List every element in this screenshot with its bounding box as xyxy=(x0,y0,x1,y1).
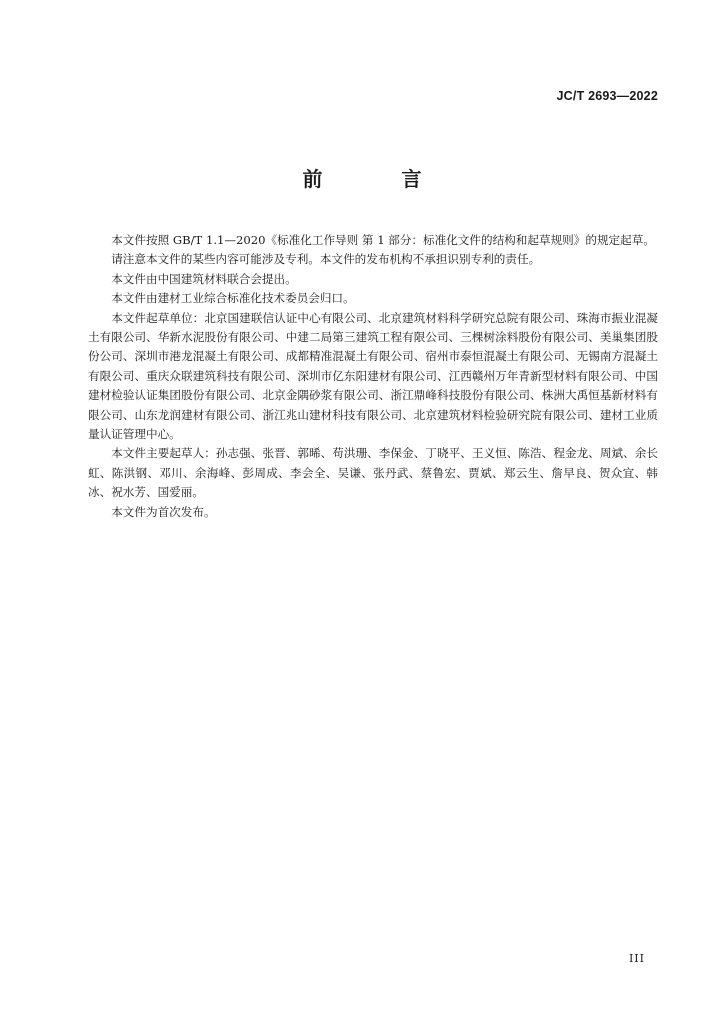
paragraph-responsible-committee: 本文件由建材工业综合标准化技术委员会归口。 xyxy=(111,291,355,306)
paragraph-drafting-basis: 本文件按照 GB/T 1.1—2020《标准化工作导则 第 1 部分：标准化文件的结构和起草规则》的规定起草。 xyxy=(111,233,655,247)
paragraph-first-release: 本文件为首次发布。 xyxy=(111,504,216,519)
foreword-body xyxy=(88,231,658,522)
paragraph-drafting-units: 本文件起草单位：北京国建联信认证中心有限公司、北京建筑材料科学研究总院有限公司、珠海市振业混凝土有限公司、华新水泥股份有限公司、中建二局第三建筑工程有限公司、三棵树涂料股份有限公司、美巢集团股份公司、深圳市港龙混凝土有限公司、成都精准混凝土有限公司、宿州市泰恒混凝土有限公司、无锡南方混凝土有限公司、重庆众联建筑科技有限公司、深圳市亿东阳建材有限公司、江西赣州万年青新型材料有限公司、中国建材检验认证集团股份有限公司、北京金隅砂浆有限公司、浙江鼎峰科技股份有限公司、株洲大禹恒基新材料有限公司、山东龙润建材有限公司、浙江兆山建材科技有限公司、北京建筑材料检验研究院有限公司、建材工业质量认证管理中心。 xyxy=(88,310,658,442)
paragraph-proposer: 本文件由中国建筑材料联合会提出。 xyxy=(111,271,297,286)
document-code: JC/T 2693—2022 xyxy=(556,89,658,103)
paragraph-patent-notice: 请注意本文件的某些内容可能涉及专利。本文件的发布机构不承担识别专利的责任。 xyxy=(111,252,541,267)
section-title: 前 言 xyxy=(302,167,458,191)
page-number: III xyxy=(628,952,645,965)
paragraph-drafters: 本文件主要起草人：孙志强、张晋、郭晞、苟洪珊、李保金、丁晓平、王义恒、陈浩、程金龙、周斌、余长虹、陈洪钢、邓川、余海峰、彭周成、李会全、吴谦、张丹武、蔡鲁宏、贾斌、郑云生、詹早良、贺众宜、韩冰、祝水芳、国爱丽。 xyxy=(88,446,658,500)
